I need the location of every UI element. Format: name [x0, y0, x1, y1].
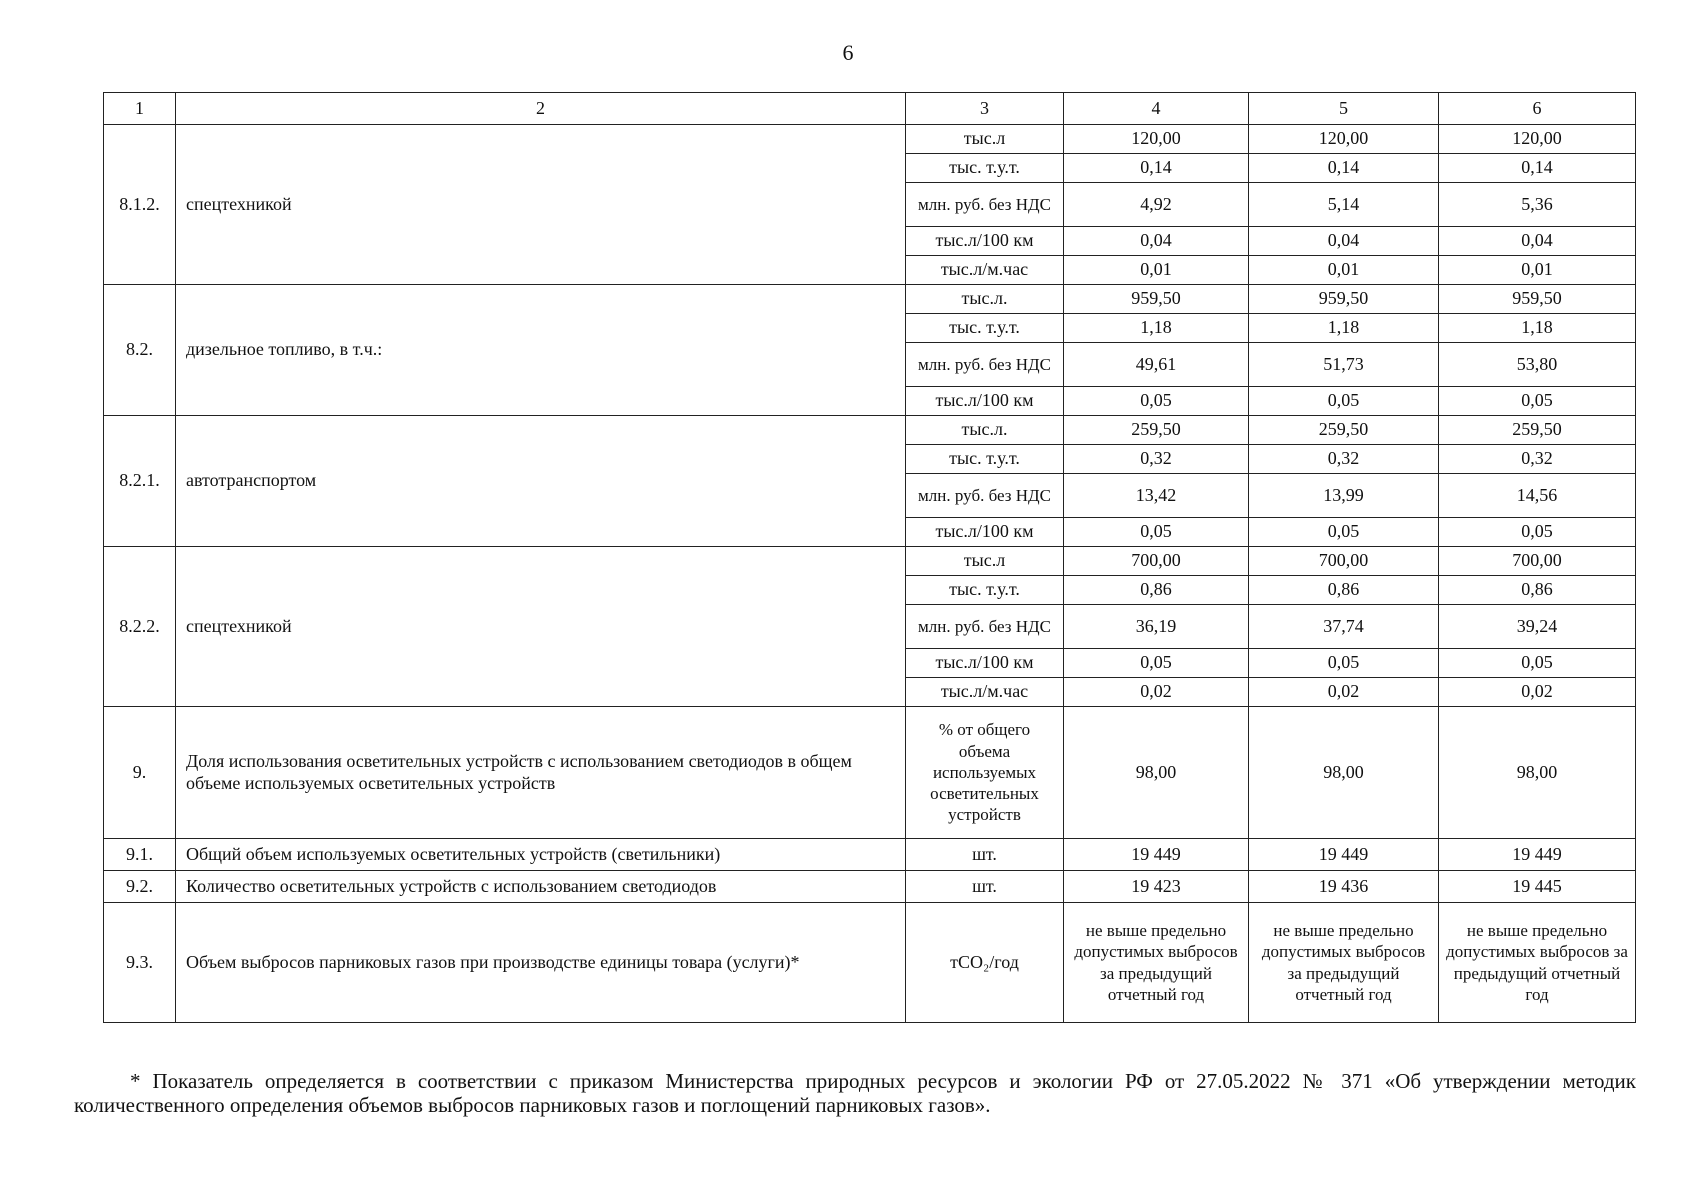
value-cell: 259,50: [1439, 416, 1636, 445]
value-cell: 0,86: [1439, 576, 1636, 605]
table-row: [104, 903, 1636, 1023]
value-cell: 700,00: [1249, 547, 1439, 576]
value-cell: 259,50: [1064, 416, 1249, 445]
value-cell: 13,42: [1064, 474, 1249, 518]
unit-cell: тCO₂/год: [906, 903, 1064, 1023]
row-number: 9.1.: [104, 839, 176, 871]
unit-cell: тыс.л.: [906, 416, 1064, 445]
table-row: [104, 125, 1636, 154]
value-cell: не выше предельно допустимых выбросов за предыдущий отчетный год: [1439, 903, 1636, 1023]
header-cell: 2: [176, 93, 906, 125]
row-number: 9.: [104, 707, 176, 839]
value-cell: 37,74: [1249, 605, 1439, 649]
unit-cell: шт.: [906, 871, 1064, 903]
unit-cell: тыс.л/м.час: [906, 678, 1064, 707]
unit-cell: млн. руб. без НДС: [906, 343, 1064, 387]
value-cell: 0,04: [1439, 227, 1636, 256]
value-cell: 53,80: [1439, 343, 1636, 387]
indicator-name: Объем выбросов парниковых газов при производстве единицы товара (услуги)*: [176, 903, 906, 1023]
value-cell: 0,01: [1249, 256, 1439, 285]
unit-cell: тыс. т.у.т.: [906, 445, 1064, 474]
value-cell: 0,01: [1064, 256, 1249, 285]
value-cell: 0,14: [1439, 154, 1636, 183]
table-row: [104, 871, 1636, 903]
indicator-name: автотранспортом: [176, 416, 906, 547]
unit-cell: тыс.л: [906, 125, 1064, 154]
value-cell: 0,05: [1249, 649, 1439, 678]
table-row: [104, 707, 1636, 839]
value-cell: 959,50: [1249, 285, 1439, 314]
unit-cell: тыс. т.у.т.: [906, 576, 1064, 605]
value-cell: 0,32: [1064, 445, 1249, 474]
value-cell: 0,02: [1249, 678, 1439, 707]
value-cell: 0,05: [1249, 387, 1439, 416]
unit-cell: млн. руб. без НДС: [906, 605, 1064, 649]
value-cell: 700,00: [1064, 547, 1249, 576]
value-cell: 0,04: [1064, 227, 1249, 256]
value-cell: 1,18: [1064, 314, 1249, 343]
indicator-name: Количество осветительных устройств с использованием светодиодов: [176, 871, 906, 903]
value-cell: 0,04: [1249, 227, 1439, 256]
value-cell: 0,86: [1249, 576, 1439, 605]
value-cell: 98,00: [1064, 707, 1249, 839]
value-cell: 0,86: [1064, 576, 1249, 605]
value-cell: 19 445: [1439, 871, 1636, 903]
value-cell: 19 449: [1439, 839, 1636, 871]
value-cell: 39,24: [1439, 605, 1636, 649]
value-cell: 36,19: [1064, 605, 1249, 649]
value-cell: 13,99: [1249, 474, 1439, 518]
table-row: [104, 839, 1636, 871]
value-cell: 959,50: [1064, 285, 1249, 314]
unit-cell: тыс.л/100 км: [906, 227, 1064, 256]
unit-cell: млн. руб. без НДС: [906, 183, 1064, 227]
value-cell: 19 449: [1249, 839, 1439, 871]
unit-cell: тыс.л/100 км: [906, 518, 1064, 547]
value-cell: 0,05: [1064, 518, 1249, 547]
indicator-name: Доля использования осветительных устройств с использованием светодиодов в общем объеме используемых осветительных устройств: [176, 707, 906, 839]
value-cell: 1,18: [1249, 314, 1439, 343]
value-cell: 4,92: [1064, 183, 1249, 227]
unit-cell: тыс.л/100 км: [906, 649, 1064, 678]
value-cell: 1,18: [1439, 314, 1636, 343]
value-cell: 19 423: [1064, 871, 1249, 903]
header-cell: 1: [104, 93, 176, 125]
value-cell: 120,00: [1439, 125, 1636, 154]
indicator-name: дизельное топливо, в т.ч.:: [176, 285, 906, 416]
unit-cell: тыс. т.у.т.: [906, 154, 1064, 183]
row-number: 8.2.: [104, 285, 176, 416]
row-number: 8.2.1.: [104, 416, 176, 547]
unit-cell: тыс. т.у.т.: [906, 314, 1064, 343]
value-cell: 0,05: [1439, 387, 1636, 416]
row-number: 9.2.: [104, 871, 176, 903]
table-row: [104, 547, 1636, 576]
indicator-name: спецтехникой: [176, 125, 906, 285]
row-number: 8.1.2.: [104, 125, 176, 285]
row-number: 9.3.: [104, 903, 176, 1023]
value-cell: 14,56: [1439, 474, 1636, 518]
value-cell: 0,32: [1439, 445, 1636, 474]
unit-cell: шт.: [906, 839, 1064, 871]
value-cell: 120,00: [1064, 125, 1249, 154]
unit-cell: тыс.л/100 км: [906, 387, 1064, 416]
unit-cell: тыс.л.: [906, 285, 1064, 314]
header-cell: 5: [1249, 93, 1439, 125]
value-cell: 0,14: [1249, 154, 1439, 183]
unit-cell: % от общего объема используемых осветительных устройств: [906, 707, 1064, 839]
value-cell: 0,05: [1249, 518, 1439, 547]
value-cell: 19 449: [1064, 839, 1249, 871]
unit-cell: млн. руб. без НДС: [906, 474, 1064, 518]
value-cell: 0,05: [1064, 649, 1249, 678]
value-cell: 959,50: [1439, 285, 1636, 314]
page-number: 6: [842, 40, 854, 65]
unit-cell: тыс.л/м.час: [906, 256, 1064, 285]
footnote: * Показатель определяется в соответствии с приказом Министерства природных ресурсов и экологии РФ от 27.05.2022 № 371 «Об утверждении методик количественного определения объемов выбросов парниковых газов и поглощений парниковых газов».: [74, 1069, 1636, 1118]
value-cell: 5,36: [1439, 183, 1636, 227]
header-row: [104, 93, 1636, 125]
value-cell: не выше предельно допустимых выбросов за предыдущий отчетный год: [1249, 903, 1439, 1023]
table-row: [104, 285, 1636, 314]
value-cell: не выше предельно допустимых выбросов за предыдущий отчетный год: [1064, 903, 1249, 1023]
value-cell: 700,00: [1439, 547, 1636, 576]
header-cell: 4: [1064, 93, 1249, 125]
value-cell: 0,02: [1439, 678, 1636, 707]
value-cell: 120,00: [1249, 125, 1439, 154]
indicators-table: [103, 92, 1636, 1023]
value-cell: 98,00: [1439, 707, 1636, 839]
value-cell: 0,02: [1064, 678, 1249, 707]
unit-cell: тыс.л: [906, 547, 1064, 576]
value-cell: 0,32: [1249, 445, 1439, 474]
row-number: 8.2.2.: [104, 547, 176, 707]
value-cell: 98,00: [1249, 707, 1439, 839]
value-cell: 51,73: [1249, 343, 1439, 387]
value-cell: 49,61: [1064, 343, 1249, 387]
value-cell: 0,05: [1064, 387, 1249, 416]
indicator-name: Общий объем используемых осветительных устройств (светильники): [176, 839, 906, 871]
value-cell: 5,14: [1249, 183, 1439, 227]
value-cell: 0,14: [1064, 154, 1249, 183]
indicator-name: спецтехникой: [176, 547, 906, 707]
table-row: [104, 416, 1636, 445]
value-cell: 0,05: [1439, 518, 1636, 547]
header-cell: 6: [1439, 93, 1636, 125]
value-cell: 0,05: [1439, 649, 1636, 678]
value-cell: 0,01: [1439, 256, 1636, 285]
value-cell: 259,50: [1249, 416, 1439, 445]
value-cell: 19 436: [1249, 871, 1439, 903]
header-cell: 3: [906, 93, 1064, 125]
